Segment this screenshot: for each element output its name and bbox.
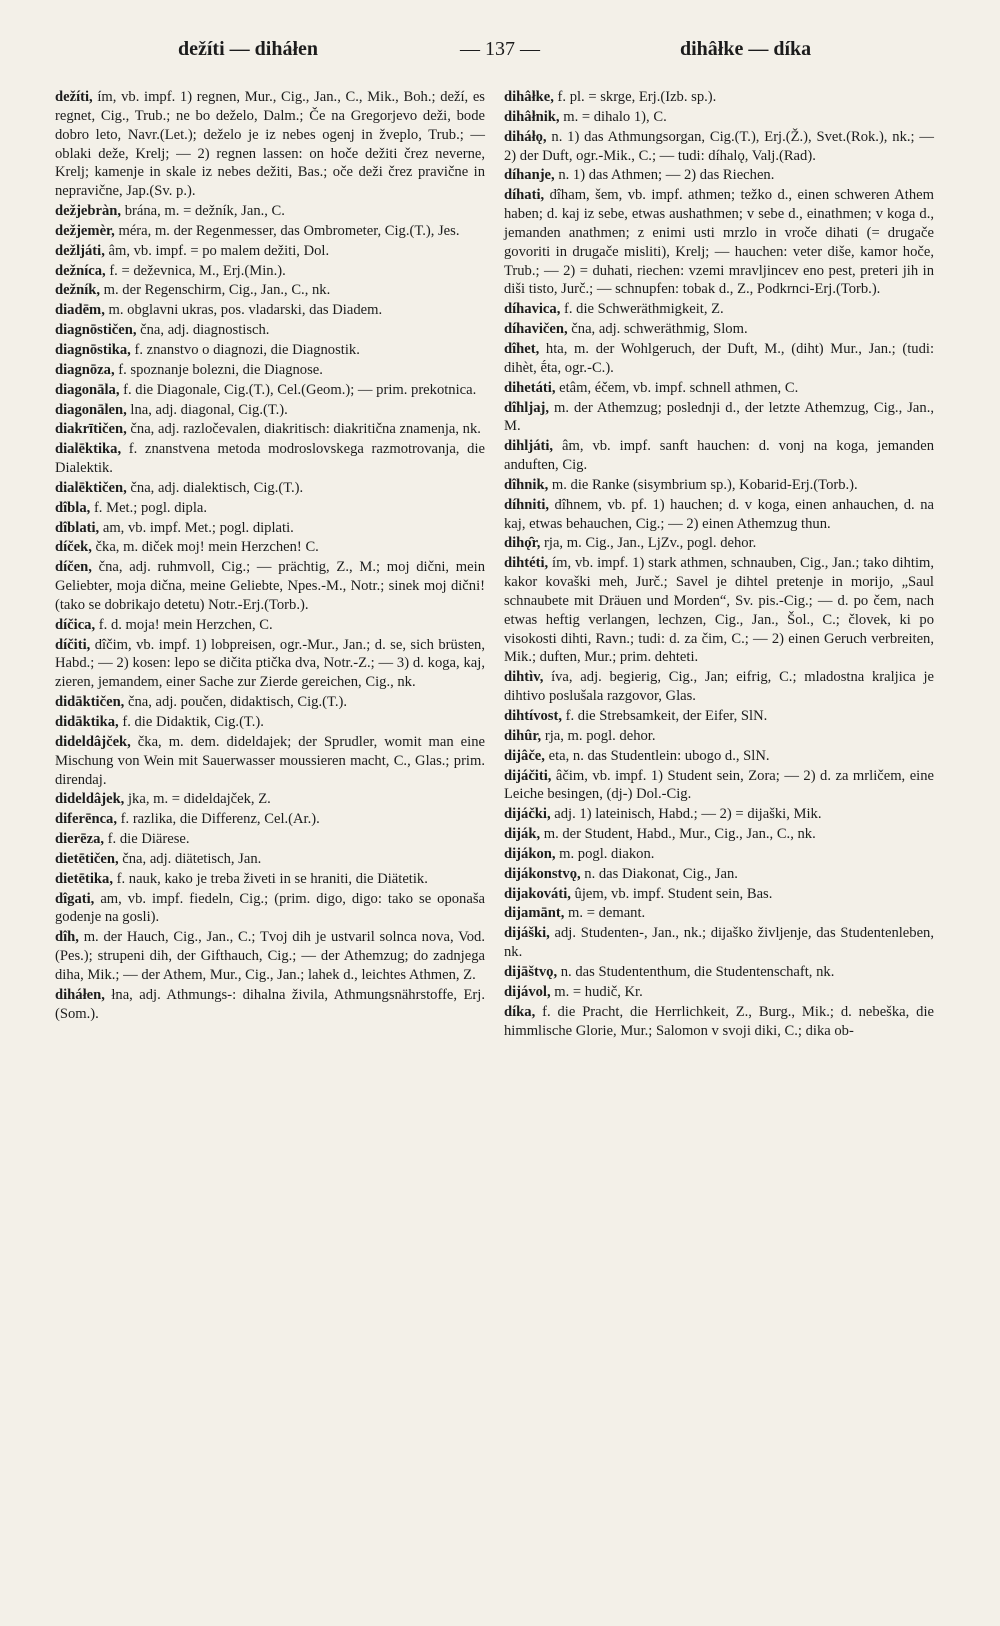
dictionary-entry — [55, 242, 485, 261]
dictionary-entry — [504, 554, 934, 667]
dictionary-entry — [55, 420, 485, 439]
entry-definition: f. die Pracht, die Herrlichkeit, Z., Burg., Mik.; d. nebeška, die himmlische Glorie, Mur.; Salomon v svoji diki, C.; dika ob- — [504, 1003, 934, 1039]
dictionary-entry — [55, 301, 485, 320]
dictionary-entry — [504, 727, 934, 746]
entry-headword: dijakováti, — [504, 885, 571, 902]
entry-definition: f. znanstvena metoda modroslovskega razmotrovanja, die Dialektik. — [55, 441, 485, 477]
entry-headword: dihǫ̑r, — [504, 535, 541, 552]
dictionary-entry — [504, 707, 934, 726]
dictionary-entry — [504, 983, 934, 1002]
dictionary-entry — [55, 479, 485, 498]
entry-definition: eta, n. das Studentlein: ubogo d., SlN. — [544, 747, 770, 764]
entry-definition: ím, vb. impf. 1) stark athmen, schnauben, Cig., Jan.; tako dihtim, kakor kovaški meh, Jurč.; Savel je dihtel pretenje in morijo, „Saul schnaubete mit Dräuen und Morden“, Sv. pis.-Cig.; — d. po čem, nach etwas heftig verlangen, lechzen, Cig., Jan., Šol., C.; človek, ki po visokosti dihti, Ravn.; tudi: d. za čim, C.; — 2) einen Geruch verbreiten, Mik.; duften, Mur.; prim. dehteti. — [504, 555, 934, 666]
dictionary-entry — [504, 300, 934, 319]
entry-headword: dežjebràn, — [55, 203, 122, 220]
dictionary-entry — [55, 636, 485, 693]
entry-headword: dihûr, — [504, 727, 542, 744]
entry-definition: m. der Student, Habd., Mur., Cig., Jan., C., nk. — [540, 826, 816, 843]
entry-definition: âm, vb. impf. = po malem dežiti, Dol. — [104, 242, 330, 259]
entry-definition: f. nauk, kako je treba živeti in se hraniti, die Diätetik. — [112, 870, 428, 887]
entry-definition: dîham, šem, vb. impf. athmen; težko d., einen schweren Athem haben; d. kaj iz sebe, etwas aushathmen; v sebe d., einathmen; v koga d., jemanden anathmen; z enimi usti mrzlo in vroče dihati (= drugače govoriti in drugače misliti), Krelj; — hauchen: veter diše, kamor hoče, Trub.; — 2) = duhati, riechen: vzemi mravljincev eno pest, preteri jih in diši tisto, Jurč.; — schnupfen: tobak d., Z., Podkrnci-Erj.(Torb.). — [504, 187, 934, 298]
dictionary-entry — [55, 499, 485, 518]
dictionary-entry — [55, 558, 485, 615]
entry-headword: díčiti, — [55, 636, 91, 653]
dictionary-entry — [55, 361, 485, 380]
entry-headword: dijáčki, — [504, 806, 551, 823]
entry-definition: f. die Strebsamkeit, der Eifer, SlN. — [561, 708, 768, 724]
entry-headword: dijāštvǫ, — [504, 963, 558, 980]
entry-definition: łna, adj. Athmungs-: dihalna živila, Athmungsnährstoffe, Erj.(Som.). — [55, 986, 485, 1022]
dictionary-entry — [55, 381, 485, 400]
entry-headword: diagonālen, — [55, 401, 127, 418]
entry-headword: diakrītičen, — [55, 421, 127, 438]
entry-definition: adj. Studenten-, Jan., nk.; dijaško življenje, das Studentenleben, nk. — [504, 925, 934, 961]
dictionary-entry — [55, 986, 485, 1024]
entry-headword: diferēnca, — [55, 811, 118, 828]
entry-headword: diadēm, — [55, 302, 105, 319]
entry-headword: dîbla, — [55, 499, 91, 516]
entry-headword: díčen, — [55, 559, 92, 576]
entry-headword: didāktika, — [55, 714, 119, 730]
dictionary-entry — [504, 476, 934, 495]
entry-headword: dideldâjček, — [55, 733, 131, 750]
entry-headword: dîhljaj, — [504, 399, 550, 416]
entry-headword: dietētika, — [55, 870, 113, 887]
dictionary-entry — [504, 845, 934, 864]
entry-headword: dihâłnik, — [504, 108, 560, 125]
dictionary-entry — [55, 440, 485, 478]
entry-definition: ûjem, vb. impf. Student sein, Bas. — [570, 885, 773, 902]
dictionary-entry — [504, 437, 934, 475]
entry-definition: čka, m. dem. dideldajek; der Sprudler, womit man eine Mischung von Wein mit Sauerwasser moussieren macht, C., Glas.; prim. direndaj. — [55, 733, 485, 788]
entry-definition: m. = hudič, Kr. — [550, 983, 643, 1000]
entry-definition: čna, adj. diagnostisch. — [136, 322, 270, 339]
entry-headword: dežíti, — [55, 89, 93, 105]
dictionary-entry — [55, 870, 485, 889]
entry-headword: diják, — [504, 826, 541, 843]
entry-definition: čka, m. diček moj! mein Herzchen! C. — [91, 539, 319, 556]
entry-definition: n. das Studententhum, die Studentenschaft, nk. — [557, 963, 835, 980]
entry-definition: čna, adj. ruhmvoll, Cig.; — prächtig, Z., M.; moj dični, mein Geliebter, moja dična, meine Geliebte, Npes.-M., Notr.; sinek moj dični! (tako se dobrikajo detetu) Notr.-Erj.(Torb.). — [55, 559, 485, 613]
dictionary-entry — [55, 88, 485, 201]
entry-headword: dijávol, — [504, 983, 551, 1000]
dictionary-entry — [55, 281, 485, 300]
entry-headword: díhavičen, — [504, 321, 568, 338]
dictionary-entry — [55, 262, 485, 281]
entry-headword: dîgati, — [55, 890, 95, 907]
entry-headword: dihtéti, — [504, 555, 549, 572]
dictionary-entry — [504, 805, 934, 824]
dictionary-entry — [504, 668, 934, 706]
entry-headword: diháłǫ, — [504, 128, 547, 145]
entry-definition: f. Met.; pogl. dipla. — [90, 499, 208, 516]
dictionary-entry — [504, 340, 934, 378]
dictionary-entry — [504, 128, 934, 166]
dictionary-entry — [55, 830, 485, 849]
entry-definition: n. das Diakonat, Cig., Jan. — [580, 865, 738, 882]
entry-definition: čna, adj. razločevalen, diakritisch: diakritična znamenja, nk. — [126, 421, 481, 438]
dictionary-entry — [504, 320, 934, 339]
entry-definition: méra, m. der Regenmesser, das Ombrometer, Cig.(T.), Jes. — [114, 222, 460, 239]
entry-headword: díhanje, — [504, 167, 555, 184]
dictionary-entry — [55, 790, 485, 809]
entry-headword: dietētičen, — [55, 850, 119, 867]
entry-definition: čna, adj. schweräthmig, Slom. — [567, 321, 748, 338]
dictionary-entry — [504, 88, 934, 107]
entry-definition: dîhnem, vb. pf. 1) hauchen; d. v koga, einen anhauchen, d. na kaj, etwas behauchen, Cig.; — 2) einen Athemzug thun. — [504, 496, 934, 532]
dictionary-entry — [504, 1003, 934, 1041]
dictionary-entry — [504, 924, 934, 962]
entry-definition: rja, m. pogl. dehor. — [541, 727, 656, 744]
dictionary-entry — [504, 496, 934, 534]
entry-headword: dežjemèr, — [55, 222, 115, 239]
entry-headword: diagnōstičen, — [55, 322, 137, 339]
dictionary-entry — [55, 713, 485, 732]
entry-definition: m. der Athemzug; poslednji d., der letzte Athemzug, Cig., Jan., M. — [504, 399, 934, 435]
dictionary-entry — [504, 747, 934, 766]
entry-definition: brána, m. = dežník, Jan., C. — [121, 203, 285, 220]
entry-definition: adj. 1) lateinisch, Habd.; — 2) = dijaški, Mik. — [550, 806, 822, 823]
entry-headword: dihâłke, — [504, 89, 554, 105]
entry-definition: lna, adj. diagonal, Cig.(T.). — [126, 401, 288, 418]
entry-definition: f. pl. = skrge, Erj.(Izb. sp.). — [553, 89, 717, 105]
entry-definition: âčim, vb. impf. 1) Student sein, Zora; — 2) d. za mrličem, eine Leiche besingen, (dj-) Dol.-Cig. — [504, 767, 934, 803]
header-left-guideword: dežíti — diháłen — [178, 38, 319, 60]
dictionary-entry — [504, 534, 934, 553]
entry-headword: díhati, — [504, 187, 545, 204]
entry-definition: hta, m. der Wohlgeruch, der Duft, M., (diht) Mur., Jan.; (tudi: dihèt, ḗta, ogr.-C.). — [504, 340, 934, 376]
entry-definition: ím, vb. impf. 1) regnen, Mur., Cig., Jan., C., Mik., Boh.; deží, es regnet, Cig., Trub.; ne bo deželo, Dalm.; Če na Gregorjevo deži, bode dobro leto, Navr.(Let.); deželo je iz nebes ogenj in žveplo, Trub.; — oblaki deže, Krelj; — 2) regnen lassen: on hoče dežiti črez neverne, Krelj; kamenje in skale iz nebes dežiti, Bas.; oče deži črez pravične in nepravične, Jap.(Sv. p.). — [55, 89, 485, 200]
entry-headword: dijamānt, — [504, 905, 565, 922]
entry-definition: f. = deževnica, M., Erj.(Min.). — [105, 262, 286, 279]
entry-headword: díčica, — [55, 616, 96, 633]
entry-headword: dijâče, — [504, 747, 545, 764]
entry-definition: jka, m. = dideldajček, Z. — [124, 791, 271, 808]
entry-definition: f. die Diagonale, Cig.(T.), Cel.(Geom.); — prim. prekotnica. — [119, 381, 477, 398]
dictionary-entry — [504, 767, 934, 805]
dictionary-entry — [55, 890, 485, 928]
entry-headword: dialēktika, — [55, 441, 122, 458]
dictionary-entry — [504, 885, 934, 904]
dictionary-entry — [504, 186, 934, 299]
dictionary-entry — [504, 399, 934, 437]
header-right-guideword: dihâłke — díka — [680, 38, 812, 60]
dictionary-entry — [55, 810, 485, 829]
dictionary-entry — [504, 825, 934, 844]
dictionary-entry — [55, 202, 485, 221]
entry-headword: dihtívost, — [504, 708, 562, 724]
entry-definition: f. znanstvo o diagnozi, die Diagnostik. — [130, 341, 360, 358]
entry-headword: dîhet, — [504, 340, 540, 357]
entry-headword: dîh, — [55, 929, 79, 946]
entry-headword: dihtìv, — [504, 669, 544, 686]
entry-definition: f. spoznanje bolezni, die Diagnose. — [114, 361, 323, 378]
entry-definition: m. obglavni ukras, pos. vladarski, das Diadem. — [104, 302, 383, 319]
entry-headword: dihetáti, — [504, 379, 556, 396]
dictionary-entry — [55, 222, 485, 241]
dictionary-entry — [55, 341, 485, 360]
entry-headword: dijáški, — [504, 925, 550, 942]
dictionary-entry — [504, 166, 934, 185]
entry-headword: dijáčiti, — [504, 767, 552, 784]
entry-headword: dihljáti, — [504, 438, 554, 455]
dictionary-entry — [504, 963, 934, 982]
entry-definition: âm, vb. impf. sanft hauchen: d. vonj na koga, jemanden anduften, Cig. — [504, 438, 934, 474]
dictionary-entry — [504, 865, 934, 884]
dictionary-entry — [55, 850, 485, 869]
entry-headword: diháłen, — [55, 986, 105, 1003]
entry-definition: m. der Regenschirm, Cig., Jan., C., nk. — [100, 282, 331, 299]
entry-headword: diagonāla, — [55, 381, 120, 398]
entry-definition: m. = dihalo 1), C. — [559, 108, 667, 125]
dictionary-entry — [504, 108, 934, 127]
page-number: — 137 — — [460, 38, 540, 60]
entry-headword: díhniti, — [504, 496, 550, 513]
entry-headword: dîblati, — [55, 519, 100, 536]
entry-definition: m. = demant. — [564, 905, 646, 922]
entry-definition: f. d. moja! mein Herzchen, C. — [95, 616, 273, 633]
entry-headword: diagnōstika, — [55, 341, 131, 358]
entry-definition: am, vb. impf. Met.; pogl. diplati. — [99, 519, 294, 536]
dictionary-entry — [55, 321, 485, 340]
entry-definition: f. die Diärese. — [104, 831, 190, 848]
entry-definition: am, vb. impf. fiedeln, Cig.; (prim. digo, digo: tako se oponaša godenje na gosli). — [55, 890, 485, 926]
entry-definition: f. die Schweräthmigkeit, Z. — [560, 301, 724, 318]
entry-headword: díka, — [504, 1003, 536, 1020]
entry-headword: díhavica, — [504, 301, 561, 318]
entry-headword: dîhnik, — [504, 476, 549, 493]
right-column — [504, 88, 934, 1041]
entry-headword: dideldâjek, — [55, 791, 125, 808]
dictionary-entry — [55, 616, 485, 635]
entry-definition: čna, adj. diätetisch, Jan. — [118, 850, 262, 867]
entry-headword: dežljáti, — [55, 242, 105, 259]
dictionary-entry — [55, 519, 485, 538]
entry-definition: etâm, éčem, vb. impf. schnell athmen, C. — [555, 379, 799, 396]
entry-headword: diagnōza, — [55, 361, 115, 378]
entry-definition: n. 1) das Athmungsorgan, Cig.(T.), Erj.(Ž.), Svet.(Rok.), nk.; — 2) der Duft, ogr.-Mik., C.; — tudi: díhalǫ, Valj.(Rad). — [504, 128, 934, 164]
entry-headword: dežníca, — [55, 262, 106, 279]
dictionary-entry — [55, 401, 485, 420]
entry-headword: dierēza, — [55, 831, 105, 848]
dictionary-entry — [504, 904, 934, 923]
page-header — [60, 38, 950, 68]
dictionary-entry — [55, 693, 485, 712]
left-column — [55, 88, 485, 1025]
entry-definition: f. razlika, die Differenz, Cel.(Ar.). — [117, 811, 320, 828]
entry-headword: didāktičen, — [55, 694, 125, 711]
dictionary-entry — [55, 733, 485, 790]
entry-headword: díček, — [55, 539, 92, 556]
entry-headword: dijákon, — [504, 845, 556, 862]
entry-headword: dialēktičen, — [55, 479, 127, 496]
entry-definition: dîčim, vb. impf. 1) lobpreisen, ogr.-Mur., Jan.; d. se, sich brüsten, Habd.; — 2) kosen: lepo se dičita ptička dva, Notr.-Z.; — 3) d. koga, kaj, zieren, jemandem, einer Sache zur Zierde gereichen, Cig., nk. — [55, 636, 485, 691]
entry-definition: m. pogl. diakon. — [555, 845, 655, 862]
entry-definition: m. die Ranke (sisymbrium sp.), Kobarid-Erj.(Torb.). — [548, 476, 858, 493]
entry-headword: dijákonstvǫ, — [504, 865, 581, 882]
entry-definition: čna, adj. dialektisch, Cig.(T.). — [126, 479, 304, 496]
dictionary-entry — [55, 538, 485, 557]
entry-definition: íva, adj. begierig, Cig., Jan; eifrig, C.; mladostna kraljica je dihtivo poslušala razgovor, Glas. — [504, 669, 934, 705]
dictionary-entry — [504, 379, 934, 398]
entry-definition: m. der Hauch, Cig., Jan., C.; Tvoj dih je ustvaril solnca nova, Vod.(Pes.); strupeni dih, der Gifthauch, Cig.; — der Athemzug; do zadnjega diha, Mik.; — der Athem, Mur., Cig., Jan.; lahek d., leichtes Athmen, Z. — [55, 929, 485, 983]
entry-definition: f. die Didaktik, Cig.(T.). — [118, 714, 264, 730]
entry-definition: rja, m. Cig., Jan., LjZv., pogl. dehor. — [540, 535, 757, 552]
entry-definition: n. 1) das Athmen; — 2) das Riechen. — [554, 167, 775, 184]
dictionary-entry — [55, 928, 485, 985]
entry-definition: čna, adj. poučen, didaktisch, Cig.(T.). — [124, 694, 347, 711]
entry-headword: dežník, — [55, 282, 101, 299]
